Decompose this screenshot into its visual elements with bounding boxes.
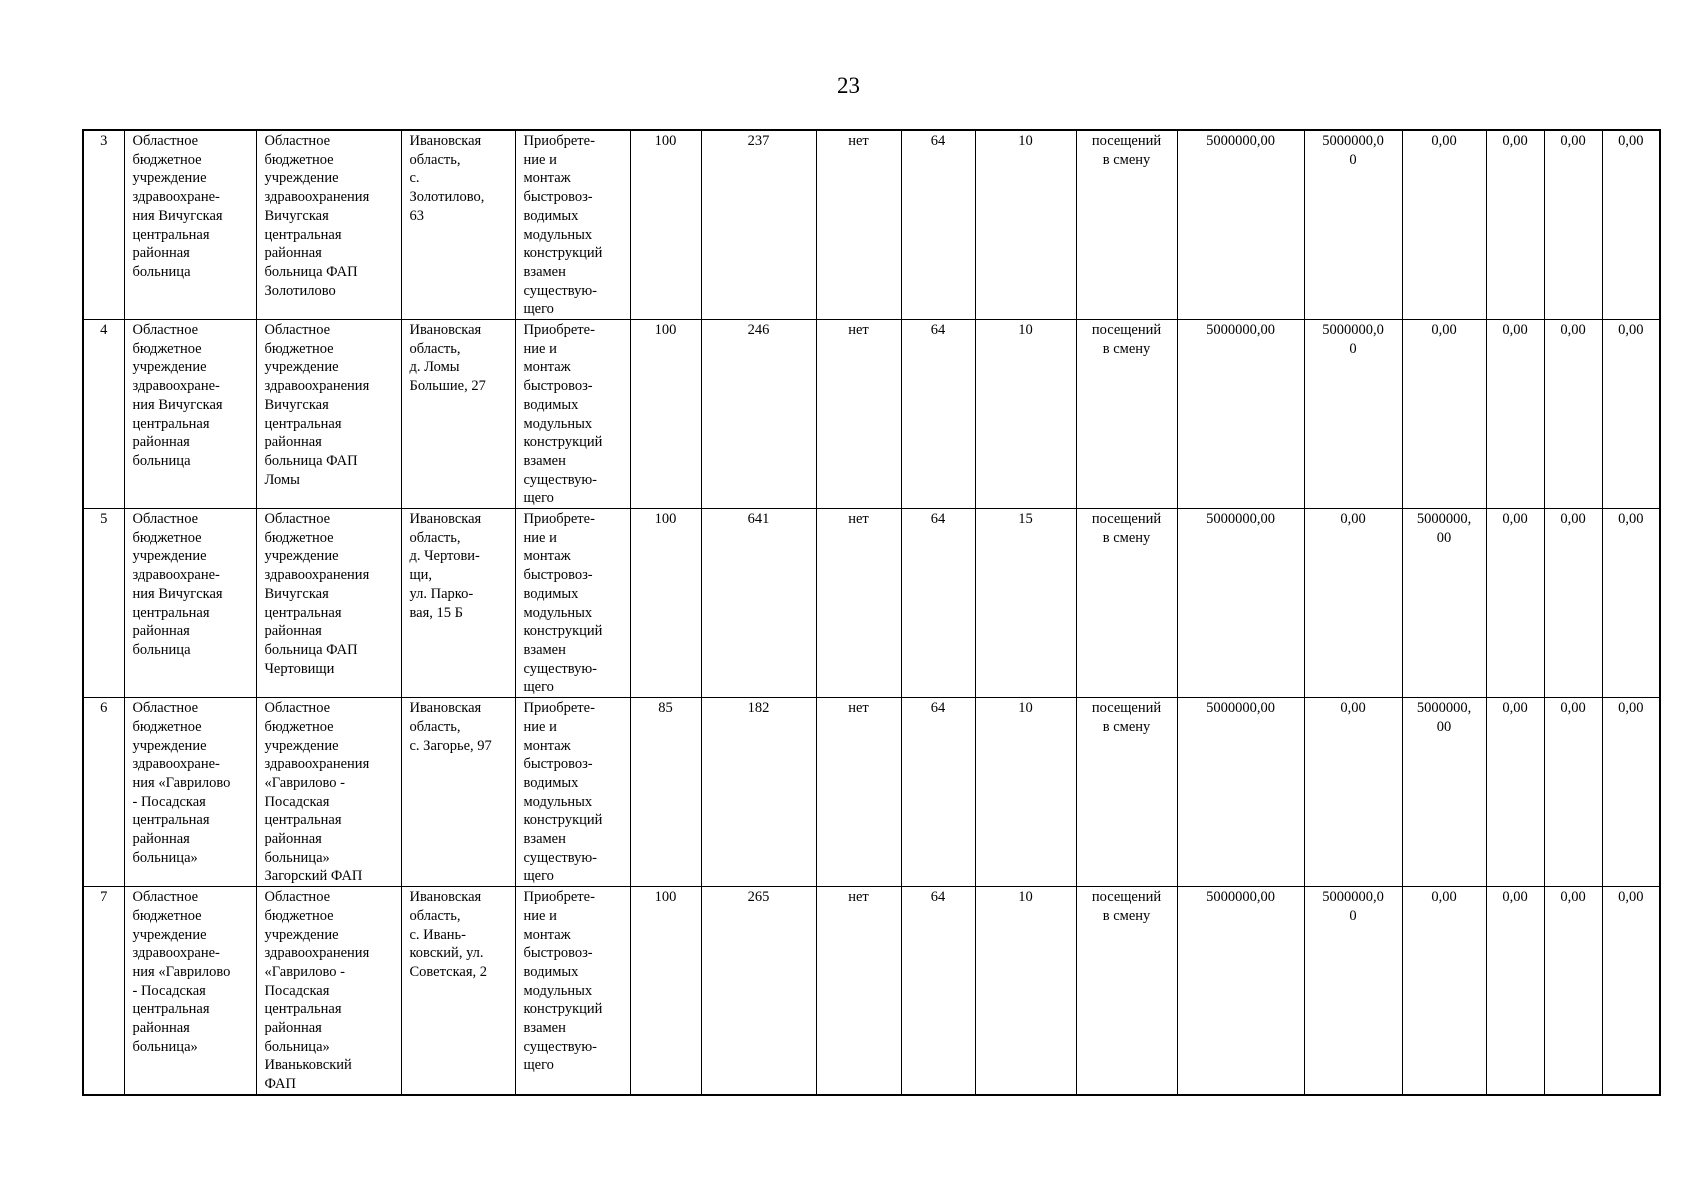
cell-text-line: учреждение <box>132 926 207 943</box>
cell-text-line: ния Вичугская <box>132 396 223 413</box>
cell-text-line: районная <box>132 245 190 262</box>
cell-text-line: быстровоз- <box>523 378 593 395</box>
cell-text-line: учреждение <box>264 359 339 376</box>
cell-text-line: бюджетное <box>132 151 202 168</box>
cell-text-line: ковский, ул. <box>409 945 484 962</box>
cell-text-line: учреждение <box>264 737 339 754</box>
cell-text-line: Приобрете- <box>523 133 595 149</box>
amount-cell: 0,00 <box>1602 698 1660 887</box>
cell-text-line: больница ФАП <box>264 263 358 280</box>
value-cell: 85 <box>630 698 701 887</box>
cell-text-line: 5000000,0 <box>1322 322 1384 339</box>
cell-text-line: больница ФАП <box>264 452 358 469</box>
cell-text-line: ние и <box>523 529 557 546</box>
amount-cell <box>1402 887 1486 1095</box>
facility-cell <box>256 887 401 1095</box>
cell-text-line: районная <box>132 623 190 640</box>
value-cell: нет <box>816 887 901 1095</box>
cell-text-line: бюджетное <box>264 907 334 924</box>
cell-text-line: 0 <box>1349 907 1357 924</box>
cell-text-line: 0,00 <box>1431 133 1457 149</box>
cell-text-line: здравоохране- <box>132 756 220 773</box>
cell-text-line: Чертовищи <box>264 660 335 677</box>
cell-text-line: центральная <box>132 812 210 829</box>
facility-cell <box>256 130 401 320</box>
cell-text-line: конструкций <box>523 1001 603 1018</box>
value-cell: 182 <box>701 698 816 887</box>
row-number-cell: 6 <box>83 698 124 887</box>
recipient-cell <box>124 509 256 698</box>
cell-text-line: область, <box>409 907 461 924</box>
cell-text-line: посещений <box>1091 700 1162 717</box>
cell-text-line: ния «Гаврилово <box>132 963 231 980</box>
cell-text-line: модульных <box>523 604 593 621</box>
value-cell: 64 <box>901 130 975 320</box>
row-number-cell: 7 <box>83 887 124 1095</box>
cell-text-line: существую- <box>523 660 597 677</box>
amount-cell: 0,00 <box>1486 320 1544 509</box>
cell-text-line: быстровоз- <box>523 189 593 206</box>
table-row <box>83 698 1660 887</box>
facility-cell <box>256 320 401 509</box>
value-cell: 64 <box>901 509 975 698</box>
unit-cell <box>1076 509 1177 698</box>
cell-text-line: больница» <box>264 1038 330 1055</box>
amount-cell <box>1304 887 1402 1095</box>
cell-text-line: щего <box>523 1057 554 1074</box>
amount-cell <box>1304 130 1402 320</box>
cell-text-line: бюджетное <box>264 718 334 735</box>
cell-text-line: Ивановская <box>409 133 482 149</box>
cell-text-line: конструкций <box>523 812 603 829</box>
cell-text-line: 0,00 <box>1340 700 1366 717</box>
cell-text-line: 5000000,0 <box>1322 889 1384 906</box>
cell-text-line: 5000000,0 <box>1322 133 1384 149</box>
value-cell: нет <box>816 698 901 887</box>
amount-cell <box>1177 698 1304 887</box>
table-row <box>83 887 1660 1095</box>
cell-text-line: центральная <box>132 1001 210 1018</box>
table-row <box>83 320 1660 509</box>
address-cell <box>401 887 515 1095</box>
cell-text-line: районная <box>264 831 322 848</box>
cell-text-line: больница <box>132 452 191 469</box>
cell-text-line: Советская, 2 <box>409 963 487 980</box>
amount-cell: 0,00 <box>1544 698 1602 887</box>
cell-text-line: здравоохранения <box>264 189 370 206</box>
cell-text-line: водимых <box>523 963 579 980</box>
cell-text-line: Золотилово, <box>409 189 485 206</box>
cell-text-line: центральная <box>132 415 210 432</box>
cell-text-line: в смену <box>1102 340 1151 357</box>
amount-cell: 0,00 <box>1486 698 1544 887</box>
cell-text-line: Областное <box>264 511 331 528</box>
cell-text-line: Приобрете- <box>523 700 595 717</box>
cell-text-line: д. Чертови- <box>409 548 480 565</box>
cell-text-line: область, <box>409 529 461 546</box>
cell-text-line: районная <box>264 434 322 451</box>
value-cell: 10 <box>975 887 1076 1095</box>
value-cell: 10 <box>975 130 1076 320</box>
cell-text-line: быстровоз- <box>523 567 593 584</box>
cell-text-line: водимых <box>523 207 579 224</box>
cell-text-line: существую- <box>523 1038 597 1055</box>
address-cell <box>401 698 515 887</box>
facility-cell <box>256 509 401 698</box>
cell-text-line: «Гаврилово - <box>264 963 346 980</box>
amount-cell: 0,00 <box>1602 320 1660 509</box>
amount-cell <box>1402 320 1486 509</box>
cell-text-line: больница» <box>132 849 198 866</box>
cell-text-line: центральная <box>132 604 210 621</box>
row-number-cell: 3 <box>83 130 124 320</box>
cell-text-line: Посадская <box>264 793 330 810</box>
cell-text-line: здравоохране- <box>132 945 220 962</box>
cell-text-line: - Посадская <box>132 793 206 810</box>
cell-text-line: учреждение <box>132 359 207 376</box>
cell-text-line: водимых <box>523 585 579 602</box>
value-cell: 64 <box>901 320 975 509</box>
value-cell: 15 <box>975 509 1076 698</box>
cell-text-line: здравоохране- <box>132 378 220 395</box>
cell-text-line: посещений <box>1091 511 1162 528</box>
amount-cell: 0,00 <box>1602 130 1660 320</box>
cell-text-line: здравоохранения <box>264 945 370 962</box>
cell-text-line: быстровоз- <box>523 945 593 962</box>
cell-text-line: взамен <box>523 452 566 469</box>
cell-text-line: Приобрете- <box>523 322 595 339</box>
cell-text-line: область, <box>409 718 461 735</box>
cell-text-line: область, <box>409 340 461 357</box>
amount-cell <box>1304 509 1402 698</box>
cell-text-line: водимых <box>523 396 579 413</box>
cell-text-line: взамен <box>523 1020 566 1037</box>
cell-text-line: учреждение <box>264 548 339 565</box>
cell-text-line: с. Ивань- <box>409 926 466 943</box>
cell-text-line: Областное <box>132 511 199 528</box>
value-cell: 265 <box>701 887 816 1095</box>
cell-text-line: районная <box>132 831 190 848</box>
cell-text-line: с. <box>409 170 420 187</box>
cell-text-line: посещений <box>1091 889 1162 906</box>
cell-text-line: 0,00 <box>1340 511 1366 528</box>
cell-text-line: в смену <box>1102 907 1151 924</box>
value-cell: нет <box>816 320 901 509</box>
cell-text-line: больница» <box>132 1038 198 1055</box>
cell-text-line: в смену <box>1102 151 1151 168</box>
cell-text-line: Ломы <box>264 471 300 488</box>
value-cell: 10 <box>975 698 1076 887</box>
cell-text-line: учреждение <box>264 170 339 187</box>
recipient-cell <box>124 130 256 320</box>
cell-text-line: 00 <box>1436 529 1452 546</box>
unit-cell <box>1076 130 1177 320</box>
cell-text-line: учреждение <box>132 737 207 754</box>
cell-text-line: ФАП <box>264 1076 296 1093</box>
cell-text-line: 5000000,00 <box>1206 889 1275 906</box>
cell-text-line: центральная <box>264 415 342 432</box>
cell-text-line: бюджетное <box>132 529 202 546</box>
cell-text-line: в смену <box>1102 529 1151 546</box>
work-type-cell <box>515 887 630 1095</box>
cell-text-line: водимых <box>523 774 579 791</box>
cell-text-line: существую- <box>523 471 597 488</box>
cell-text-line: Областное <box>132 700 199 717</box>
cell-text-line: ние и <box>523 718 557 735</box>
cell-text-line: ния Вичугская <box>132 207 223 224</box>
cell-text-line: 0 <box>1349 151 1357 168</box>
row-number-cell: 5 <box>83 509 124 698</box>
cell-text-line: районная <box>264 245 322 262</box>
page-number: 23 <box>837 73 860 98</box>
cell-text-line: здравоохранения <box>264 567 370 584</box>
facilities-table <box>82 129 1661 1096</box>
cell-text-line: 0 <box>1349 340 1357 357</box>
amount-cell <box>1304 698 1402 887</box>
cell-text-line: бюджетное <box>132 340 202 357</box>
amount-cell <box>1304 320 1402 509</box>
cell-text-line: модульных <box>523 793 593 810</box>
recipient-cell <box>124 698 256 887</box>
value-cell: 64 <box>901 698 975 887</box>
cell-text-line: здравоохране- <box>132 189 220 206</box>
cell-text-line: больница <box>132 263 191 280</box>
cell-text-line: районная <box>264 623 322 640</box>
value-cell: нет <box>816 509 901 698</box>
cell-text-line: Золотилово <box>264 282 336 299</box>
cell-text-line: центральная <box>264 604 342 621</box>
cell-text-line: бюджетное <box>264 340 334 357</box>
unit-cell <box>1076 320 1177 509</box>
cell-text-line: конструкций <box>523 245 603 262</box>
cell-text-line: Областное <box>264 133 331 149</box>
cell-text-line: больница ФАП <box>264 641 358 658</box>
cell-text-line: районная <box>132 434 190 451</box>
facility-cell <box>256 698 401 887</box>
cell-text-line: в смену <box>1102 718 1151 735</box>
cell-text-line: бюджетное <box>132 907 202 924</box>
cell-text-line: больница <box>132 641 191 658</box>
cell-text-line: монтаж <box>523 170 571 187</box>
cell-text-line: Ивановская <box>409 700 482 717</box>
amount-cell <box>1402 509 1486 698</box>
cell-text-line: больница» <box>264 849 330 866</box>
cell-text-line: - Посадская <box>132 982 206 999</box>
value-cell: 100 <box>630 887 701 1095</box>
cell-text-line: монтаж <box>523 926 571 943</box>
cell-text-line: щего <box>523 490 554 507</box>
cell-text-line: здравоохранения <box>264 756 370 773</box>
cell-text-line: с. Загорье, 97 <box>409 737 492 754</box>
amount-cell <box>1402 130 1486 320</box>
unit-cell <box>1076 887 1177 1095</box>
cell-text-line: районная <box>264 1020 322 1037</box>
cell-text-line: Областное <box>132 133 199 149</box>
cell-text-line: Ивановская <box>409 889 482 906</box>
cell-text-line: бюджетное <box>132 718 202 735</box>
cell-text-line: взамен <box>523 831 566 848</box>
cell-text-line: Вичугская <box>264 207 329 224</box>
cell-text-line: 63 <box>409 207 424 224</box>
value-cell: 100 <box>630 509 701 698</box>
amount-cell: 0,00 <box>1544 887 1602 1095</box>
cell-text-line: центральная <box>264 1001 342 1018</box>
cell-text-line: щи, <box>409 567 433 584</box>
cell-text-line: здравоохране- <box>132 567 220 584</box>
cell-text-line: 0,00 <box>1431 322 1457 339</box>
recipient-cell <box>124 320 256 509</box>
cell-text-line: щего <box>523 679 554 696</box>
amount-cell: 0,00 <box>1486 887 1544 1095</box>
amount-cell <box>1177 509 1304 698</box>
cell-text-line: 5000000,00 <box>1206 700 1275 717</box>
cell-text-line: ния «Гаврилово <box>132 774 231 791</box>
cell-text-line: посещений <box>1091 133 1162 149</box>
amount-cell: 0,00 <box>1544 320 1602 509</box>
cell-text-line: монтаж <box>523 359 571 376</box>
cell-text-line: ние и <box>523 907 557 924</box>
amount-cell <box>1177 130 1304 320</box>
recipient-cell <box>124 887 256 1095</box>
cell-text-line: существую- <box>523 282 597 299</box>
cell-text-line: районная <box>132 1020 190 1037</box>
cell-text-line: модульных <box>523 982 593 999</box>
cell-text-line: ние и <box>523 151 557 168</box>
cell-text-line: 5000000,00 <box>1206 511 1275 528</box>
table-row <box>83 509 1660 698</box>
row-number-cell: 4 <box>83 320 124 509</box>
table-row <box>83 130 1660 320</box>
unit-cell <box>1076 698 1177 887</box>
value-cell: 100 <box>630 130 701 320</box>
work-type-cell <box>515 320 630 509</box>
cell-text-line: посещений <box>1091 322 1162 339</box>
amount-cell: 0,00 <box>1544 509 1602 698</box>
cell-text-line: Загорский ФАП <box>264 868 363 885</box>
cell-text-line: учреждение <box>132 548 207 565</box>
cell-text-line: Приобрете- <box>523 511 595 528</box>
address-cell <box>401 509 515 698</box>
work-type-cell <box>515 130 630 320</box>
value-cell: 246 <box>701 320 816 509</box>
cell-text-line: 5000000, <box>1416 700 1472 717</box>
address-cell <box>401 320 515 509</box>
cell-text-line: Областное <box>264 889 331 906</box>
cell-text-line: д. Ломы <box>409 359 460 376</box>
cell-text-line: ул. Парко- <box>409 585 474 602</box>
value-cell: 64 <box>901 887 975 1095</box>
cell-text-line: конструкций <box>523 623 603 640</box>
amount-cell: 0,00 <box>1602 509 1660 698</box>
cell-text-line: 00 <box>1436 718 1452 735</box>
cell-text-line: монтаж <box>523 548 571 565</box>
cell-text-line: центральная <box>132 226 210 243</box>
amount-cell: 0,00 <box>1486 509 1544 698</box>
cell-text-line: Областное <box>132 889 199 906</box>
value-cell: 237 <box>701 130 816 320</box>
cell-text-line: щего <box>523 868 554 885</box>
cell-text-line: область, <box>409 151 461 168</box>
cell-text-line: Ивановская <box>409 322 482 339</box>
cell-text-line: 5000000, <box>1416 511 1472 528</box>
cell-text-line: Областное <box>264 322 331 339</box>
cell-text-line: Вичугская <box>264 396 329 413</box>
value-cell: 641 <box>701 509 816 698</box>
cell-text-line: ния Вичугская <box>132 585 223 602</box>
cell-text-line: учреждение <box>132 170 207 187</box>
cell-text-line: центральная <box>264 226 342 243</box>
cell-text-line: Вичугская <box>264 585 329 602</box>
cell-text-line: модульных <box>523 415 593 432</box>
work-type-cell <box>515 698 630 887</box>
cell-text-line: центральная <box>264 812 342 829</box>
cell-text-line: существую- <box>523 849 597 866</box>
cell-text-line: 5000000,00 <box>1206 322 1275 339</box>
cell-text-line: Большие, 27 <box>409 378 486 395</box>
cell-text-line: бюджетное <box>264 529 334 546</box>
cell-text-line: Ивановская <box>409 511 482 528</box>
cell-text-line: модульных <box>523 226 593 243</box>
amount-cell: 0,00 <box>1602 887 1660 1095</box>
work-type-cell <box>515 509 630 698</box>
value-cell: нет <box>816 130 901 320</box>
cell-text-line: быстровоз- <box>523 756 593 773</box>
cell-text-line: монтаж <box>523 737 571 754</box>
cell-text-line: Приобрете- <box>523 889 595 906</box>
cell-text-line: Посадская <box>264 982 330 999</box>
value-cell: 10 <box>975 320 1076 509</box>
cell-text-line: Иваньковский <box>264 1057 352 1074</box>
cell-text-line: «Гаврилово - <box>264 774 346 791</box>
amount-cell <box>1177 320 1304 509</box>
cell-text-line: щего <box>523 301 554 318</box>
cell-text-line: 5000000,00 <box>1206 133 1275 149</box>
cell-text-line: 0,00 <box>1431 889 1457 906</box>
address-cell <box>401 130 515 320</box>
cell-text-line: учреждение <box>264 926 339 943</box>
cell-text-line: Областное <box>264 700 331 717</box>
cell-text-line: здравоохранения <box>264 378 370 395</box>
cell-text-line: взамен <box>523 263 566 280</box>
value-cell: 100 <box>630 320 701 509</box>
cell-text-line: вая, 15 Б <box>409 604 463 621</box>
cell-text-line: бюджетное <box>264 151 334 168</box>
amount-cell: 0,00 <box>1544 130 1602 320</box>
amount-cell <box>1177 887 1304 1095</box>
amount-cell <box>1402 698 1486 887</box>
cell-text-line: конструкций <box>523 434 603 451</box>
amount-cell: 0,00 <box>1486 130 1544 320</box>
cell-text-line: взамен <box>523 641 566 658</box>
cell-text-line: Областное <box>132 322 199 339</box>
cell-text-line: ние и <box>523 340 557 357</box>
